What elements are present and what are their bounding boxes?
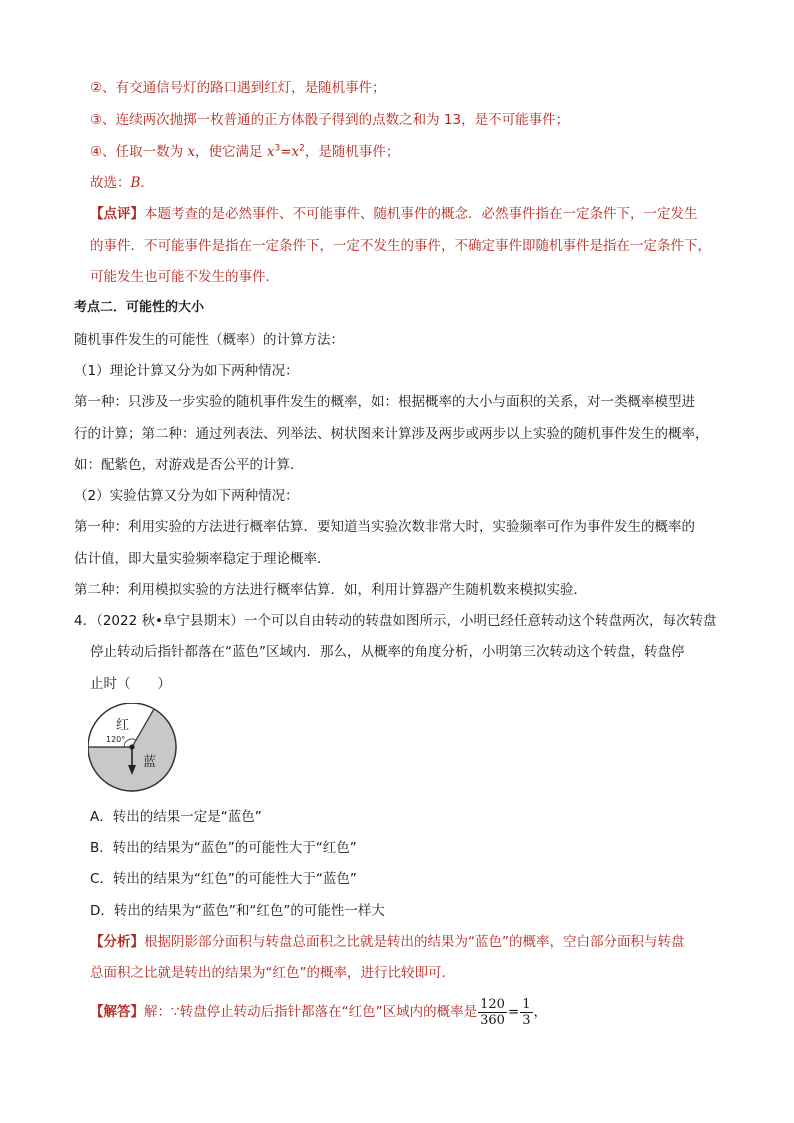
analysis-tag: 【分析】 (90, 934, 144, 950)
solution-item-3: ③、连续两次抛掷一枚普通的正方体骰子得到的点数之和为 13，是不可能事件； (90, 112, 570, 128)
part1-title: （1）理论计算又分为如下两种情况： (74, 363, 299, 379)
solution-item-4: ④、任取一数为 x，使它满足 $x^3=x^2$，是随机事件； (90, 143, 400, 160)
part2-line-1: 第一种：利用实验的方法进行概率估算．要知道当实验次数非常大时，实验频率可作为事件发生的概率的 (74, 519, 695, 535)
section-intro: 随机事件发生的可能性（概率）的计算方法： (74, 332, 344, 348)
answer-tag: 【解答】 (90, 1004, 144, 1020)
part2-line-2: 估计值，即大量实验频率稳定于理论概率． (74, 551, 331, 567)
comment-tag: 【点评】 (90, 206, 144, 222)
option-c: C．转出的结果为“红色”的可能性大于“蓝色” (90, 871, 357, 887)
part2-title: （2）实验估算又分为如下两种情况： (74, 488, 299, 504)
option-d: D．转出的结果为“蓝色”和“红色”的可能性一样大 (90, 903, 385, 919)
part1-line-3: 如：配紫色，对游戏是否公平的计算． (74, 457, 304, 473)
red-label: 红 (116, 718, 130, 733)
section-heading: 考点二．可能性的大小 (74, 300, 205, 315)
option-b: B．转出的结果为“蓝色”的可能性大于“红色” (90, 840, 357, 856)
spinner-figure (88, 703, 178, 793)
part1-line-2: 行的计算；第二种：通过列表法、列举法、树状图来计算涉及两步或两步以上实验的随机事件发生的概率， (74, 426, 709, 442)
fraction-1-3: $\frac{1}{3}$ (522, 996, 531, 1028)
part1-line-1: 第一种：只涉及一步实验的随机事件发生的概率，如：根据概率的大小与面积的关系，对一类概率模型进 (74, 394, 695, 410)
solution-choice: 故选：B． (90, 175, 154, 191)
analysis-line-2: 总面积之比就是转出的结果为“红色”的概率，进行比较即可． (90, 965, 455, 981)
option-a: A．转出的结果一定是“蓝色” (90, 809, 262, 825)
fraction-120-360: $\frac{120}{360}$ (480, 996, 505, 1028)
question-line-2: 停止转动后指针都落在“蓝色”区域内．那么，从概率的角度分析，小明第三次转动这个转盘，转盘停 (90, 644, 685, 660)
analysis-line-1: 【分析】根据阴影部分面积与转盘总面积之比就是转出的结果为“蓝色”的概率，空白部分面积与转盘 (90, 934, 685, 950)
angle-label: 120° (106, 735, 126, 744)
pointer-pivot (129, 744, 134, 749)
part2-line-3: 第二种：利用模拟实验的方法进行概率估算．如，利用计算器产生随机数来模拟实验． (74, 582, 587, 598)
blue-label: 蓝 (143, 755, 157, 770)
question-line-1: 4．（2022 秋•阜宁县期末）一个可以自由转动的转盘如图所示，小明已经任意转动这个转盘两次，每次转盘 (74, 613, 717, 629)
comment-line-2: 的事件．不可能事件是指在一定条件下，一定不发生的事件，不确定事件即随机事件是指在一定条件下， (90, 238, 711, 254)
comment-line-1: 【点评】本题考查的是必然事件、不可能事件、随机事件的概念．必然事件指在一定条件下，一定发生 (90, 206, 698, 222)
answer-line: 【解答】解：∵转盘停止转动后指针都落在“红色”区域内的概率是 $\frac{120}{360}$ = $\frac{1}{3}$ ， (90, 996, 547, 1028)
comment-line-3: 可能发生也可能不发生的事件． (90, 269, 279, 285)
question-line-3: 止时（ ） (90, 676, 171, 692)
solution-item-2: ②、有交通信号灯的路口遇到红灯，是随机事件； (90, 80, 386, 96)
